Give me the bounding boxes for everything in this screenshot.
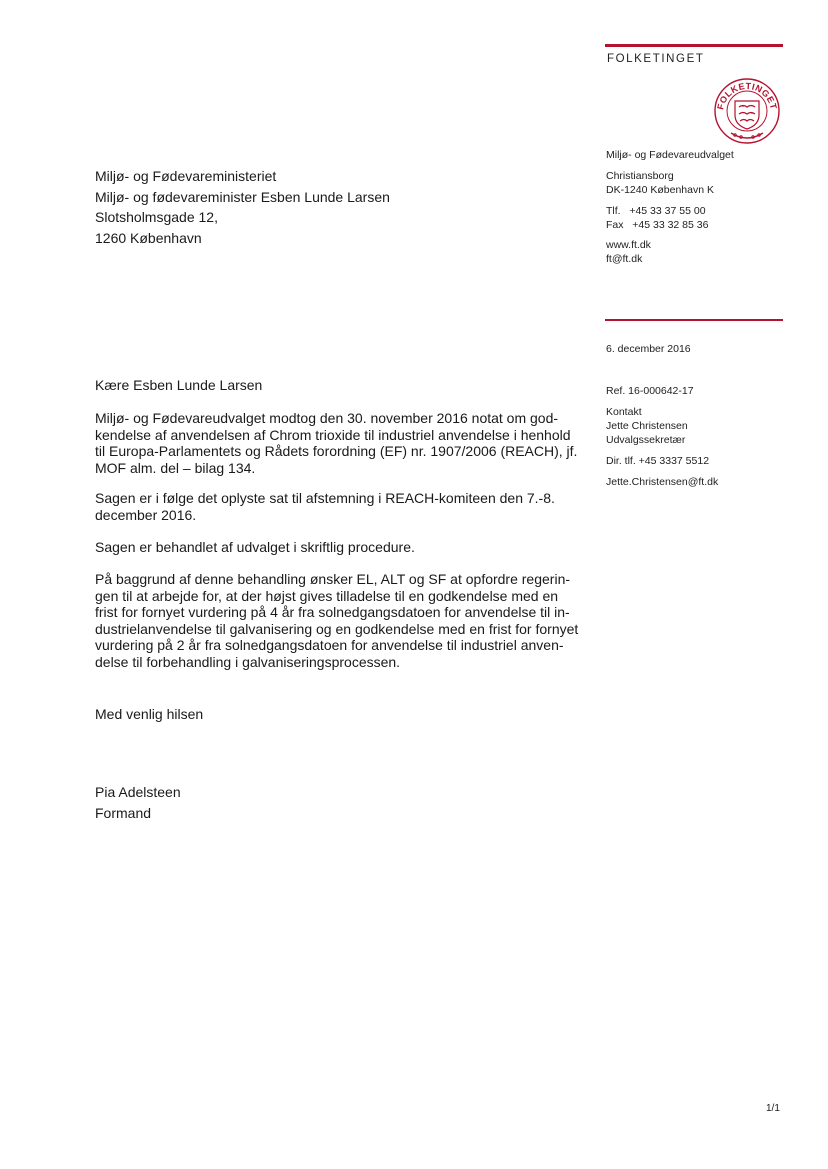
paragraph-line: På baggrund af denne behandling ønsker EL, ALT og SF at opfordre regerin- bbox=[95, 571, 571, 587]
paragraph-line: dustrielanvendelse til galvanisering og en godkendelse med en frist for fornyet bbox=[95, 620, 579, 637]
signer-title: Formand bbox=[95, 804, 152, 821]
sender-committee: Miljø- og Fødevareudvalget bbox=[606, 149, 734, 161]
recipient-line: Miljø- og Fødevareministeriet bbox=[95, 168, 277, 184]
paragraph-line: delse til forbehandling i galvaniseringsprocessen. bbox=[95, 653, 401, 670]
paragraph-2 bbox=[95, 490, 585, 523]
sender-email: ft@ft.dk bbox=[606, 253, 643, 265]
contact-title: Udvalgssekretær bbox=[606, 434, 686, 446]
paragraph-line: Miljø- og Fødevareudvalget modtog den 30. november 2016 notat om god- bbox=[95, 410, 559, 426]
paragraph-line: gen til at arbejde for, at der højst gives tilladelse til en godkendelse med en bbox=[95, 587, 559, 604]
recipient-address bbox=[95, 166, 390, 248]
sender-postal: DK-1240 København K bbox=[606, 184, 714, 196]
paragraph-line: MOF alm. del – bilag 134. bbox=[95, 459, 256, 476]
signature-block bbox=[95, 782, 181, 823]
paragraph-line: vurdering på 2 år fra solnedgangsdatoen for anvendelse til industriel anven- bbox=[95, 637, 564, 653]
recipient-line: 1260 København bbox=[95, 229, 202, 246]
sender-web: www.ft.dk bbox=[606, 239, 651, 251]
contact-block bbox=[606, 405, 688, 447]
sender-contact-numbers bbox=[606, 204, 708, 232]
reference-number: Ref. 16-000642-17 bbox=[606, 385, 694, 397]
letter-date: 6. december 2016 bbox=[606, 343, 691, 355]
contact-label: Kontakt bbox=[606, 406, 642, 418]
sender-address bbox=[606, 169, 714, 197]
greeting: Kære Esben Lunde Larsen bbox=[95, 377, 263, 393]
paragraph-4 bbox=[95, 571, 585, 670]
paragraph-1 bbox=[95, 410, 585, 476]
seal-lettering: FOLKETINGET bbox=[715, 80, 779, 111]
paragraph-line: til Europa-Parlamentets og Rådets forordning (EF) nr. 1907/2006 (REACH), jf. bbox=[95, 443, 578, 459]
paragraph-line: kendelse af anvendelsen af Chrom trioxide til industriel anvendelse i henhold bbox=[95, 426, 571, 443]
paragraph-line: frist for fornyet vurdering på 4 år fra solnedgangsdatoen for anvendelse til in- bbox=[95, 604, 570, 620]
paragraph-3 bbox=[95, 539, 585, 556]
contact-name: Jette Christensen bbox=[606, 420, 688, 432]
sender-online bbox=[606, 238, 651, 266]
sender-phone: Tlf. +45 33 37 55 00 bbox=[606, 205, 706, 217]
contact-email: Jette.Christensen@ft.dk bbox=[606, 476, 719, 488]
sender-building: Christiansborg bbox=[606, 170, 674, 182]
header-rule-bottom bbox=[605, 319, 783, 321]
parliament-seal-icon bbox=[713, 77, 781, 145]
paragraph-line: Sagen er behandlet af udvalget i skriftlig procedure. bbox=[95, 539, 415, 555]
signer-name: Pia Adelsteen bbox=[95, 784, 181, 800]
svg-text:FOLKETINGET bbox=[715, 81, 779, 111]
header-rule-top bbox=[605, 44, 783, 47]
paragraph-line: Sagen er i følge det oplyste sat til afstemning i REACH-komiteen den 7.-8. bbox=[95, 490, 555, 506]
recipient-line: Miljø- og fødevareminister Esben Lunde Larsen bbox=[95, 188, 390, 205]
contact-direct-phone: Dir. tlf. +45 3337 5512 bbox=[606, 455, 710, 467]
brand-name: FOLKETINGET bbox=[607, 53, 705, 65]
paragraph-line: december 2016. bbox=[95, 506, 197, 523]
page-number: 1/1 bbox=[766, 1103, 780, 1114]
closing-phrase: Med venlig hilsen bbox=[95, 706, 204, 722]
sender-fax: Fax +45 33 32 85 36 bbox=[606, 219, 709, 231]
recipient-line: Slotsholmsgade 12, bbox=[95, 209, 218, 225]
